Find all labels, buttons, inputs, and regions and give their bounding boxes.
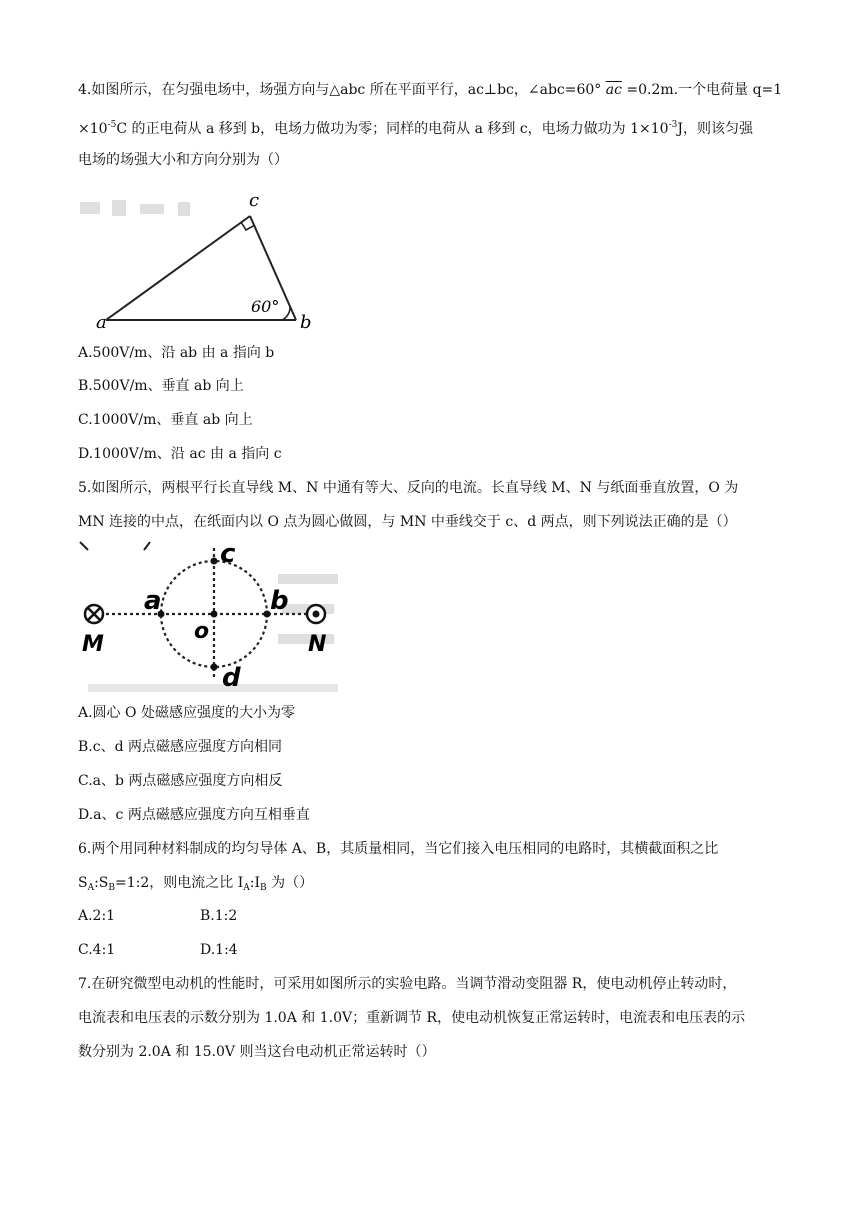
- q5-label-o: o: [194, 619, 210, 644]
- q4-option-b: B.500V/m、垂直 ab 向上: [78, 378, 244, 394]
- q4-angle-label: 60°: [251, 297, 280, 316]
- q4-vector-ac: $\overline{ac}$: [605, 82, 622, 98]
- q7-text-line-1: 7.在研究微型电动机的性能时，可采用如图所示的实验电路。当调节滑动变阻器 R，使电动机停止转动时，: [78, 976, 737, 992]
- q4-text-segment: J，则该匀强: [677, 121, 753, 137]
- q4-exponent: -3: [668, 120, 678, 130]
- q6-text-segment: :I: [249, 875, 261, 891]
- q5-option-b: B.c、d 两点磁感应强度方向相同: [78, 739, 282, 755]
- q7-text-line-3: 数分别为 2.0A 和 15.0V 则当这台电动机正常运转时（）: [78, 1044, 436, 1060]
- q5-corner-mark: [144, 542, 150, 550]
- q4-text-segment: 4.如图所示，在匀强电场中，场强方向与△abc 所在平面平行，ac⊥bc，∠abc=60°: [78, 82, 602, 98]
- q5-wire-n-out-of-page-icon: [307, 605, 325, 623]
- q5-label-b: b: [270, 586, 289, 616]
- q6-text-line-2: [78, 873, 313, 898]
- q6-subscript: B: [260, 883, 267, 893]
- q4-text-line-1: [78, 80, 782, 100]
- q4-exponent: -5: [107, 120, 117, 130]
- q5-label-c: c: [220, 539, 236, 569]
- q4-option-c: C.1000V/m、垂直 ab 向上: [78, 412, 253, 428]
- q6-option-d: D.1:4: [200, 942, 238, 958]
- q5-wire-m-into-page-icon: [85, 605, 103, 623]
- q6-option-b: B.1:2: [200, 908, 238, 924]
- q4-option-a: A.500V/m、沿 ab 由 a 指向 b: [78, 345, 275, 361]
- q4-label-c: c: [249, 190, 260, 211]
- q6-text-segment: S: [78, 875, 88, 891]
- q6-text-line-1: 6.两个用同种材料制成的均匀导体 A、B，其质量相同，当它们接入电压相同的电路时，其横截面积之比: [78, 841, 719, 857]
- q4-text-segment: ×10: [78, 121, 108, 137]
- q6-option-a: A.2:1: [78, 908, 116, 924]
- q5-option-c: C.a、b 两点磁感应强度方向相反: [78, 773, 283, 789]
- q5-text-line-2: MN 连接的中点，在纸面内以 O 点为圆心做圆，与 MN 中垂线交于 c、d 两点，则下列说法正确的是（）: [78, 514, 737, 530]
- q6-option-c: C.4:1: [78, 942, 116, 958]
- q4-label-b: b: [300, 312, 312, 333]
- q4-text-segment: C 的正电荷从 a 移到 b，电场力做功为零；同样的电荷从 a 移到 c，电场力做功为 1×10: [116, 121, 669, 137]
- q5-point-d: [211, 664, 218, 671]
- q6-text-segment: =1:2，则电流之比 I: [115, 875, 244, 891]
- q4-text-line-2: [78, 115, 753, 139]
- q5-point-c: [211, 558, 218, 565]
- q5-point-o: [211, 611, 218, 618]
- q6-text-segment: :S: [94, 875, 109, 891]
- q5-label-d: d: [222, 663, 241, 693]
- q6-text-segment: 为（）: [266, 875, 314, 891]
- q4-side-ac: [106, 216, 250, 320]
- q4-bleed-through-noise: [80, 200, 190, 216]
- q5-label-n: N: [308, 632, 327, 657]
- q4-label-a: a: [96, 312, 107, 333]
- q4-option-d: D.1000V/m、沿 ac 由 a 指向 c: [78, 446, 282, 462]
- q5-label-m: M: [82, 632, 104, 657]
- q4-triangle-figure: [78, 184, 338, 336]
- q5-text-line-1: 5.如图所示，两根平行长直导线 M、N 中通有等大、反向的电流。长直导线 M、N 与纸面垂直放置，O 为: [78, 480, 739, 496]
- q7-text-line-2: 电流表和电压表的示数分别为 1.0A 和 1.0V；重新调节 R，使电动机恢复正常运转时，电流表和电压表的示: [78, 1010, 746, 1026]
- q5-corner-mark: [80, 542, 88, 550]
- q6-subscript: B: [108, 883, 116, 893]
- q5-magnetic-figure: [78, 538, 348, 696]
- q6-subscript: A: [87, 883, 95, 893]
- q4-text-segment: =0.2m.一个电荷量 q=1: [626, 82, 783, 98]
- q4-angle-arc: [282, 307, 290, 320]
- q6-subscript: A: [243, 883, 250, 893]
- q5-option-a: A.圆心 O 处磁感应强度的大小为零: [78, 705, 295, 721]
- q5-label-a: a: [144, 586, 162, 616]
- q5-option-d: D.a、c 两点磁感应强度方向互相垂直: [78, 807, 310, 823]
- q4-text-line-3: 电场的场强大小和方向分别为（）: [78, 152, 288, 168]
